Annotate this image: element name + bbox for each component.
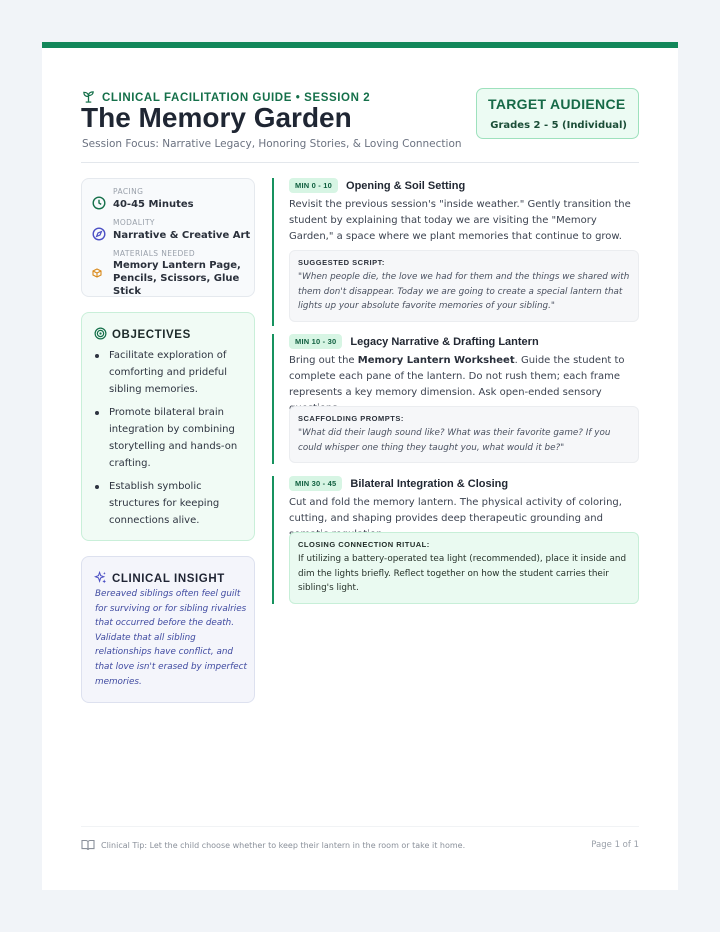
- insight-title: CLINICAL INSIGHT: [112, 572, 225, 585]
- segment-heading: [289, 178, 465, 193]
- insight-heading: [94, 569, 225, 588]
- header-divider: [81, 162, 639, 163]
- segment-text-rest: . Guide the student to complete each pane of the lantern. Do not rush them; each frame represents a key memory dimension. Ask open-ended sensory: [289, 355, 625, 398]
- meta-value: 40-45 Minutes: [113, 199, 194, 210]
- meta-value: Narrative & Creative Art: [113, 230, 251, 241]
- suggested-script-box: [289, 250, 639, 322]
- segment-text-lead: Bring out the: [289, 355, 358, 366]
- objective-item: Promote bilateral brain integration by combining storytelling and hands-on crafting.: [94, 404, 244, 472]
- time-badge: MIN 10 - 30: [289, 334, 342, 349]
- session-focus: Session Focus: Narrative Legacy, Honoring Stories, & Loving Connection: [82, 138, 462, 150]
- footer: [81, 836, 639, 854]
- box-label: SUGGESTED SCRIPT:: [298, 258, 385, 267]
- time-badge: MIN 0 - 10: [289, 178, 338, 193]
- closing-ritual-box: [289, 532, 639, 604]
- meta-label: PACING: [113, 187, 144, 196]
- objectives-card: [81, 312, 255, 541]
- clinical-insight-card: [81, 556, 255, 703]
- worksheet-name: Memory Lantern Worksheet: [357, 355, 515, 366]
- meta-value: Memory Lantern Page, Pencils, Scissors, Glue Stick: [113, 260, 241, 297]
- session-meta-card: [81, 178, 255, 297]
- box-label: CLOSING CONNECTION RITUAL:: [298, 540, 430, 549]
- book-icon: [81, 836, 95, 855]
- footer-divider: [81, 826, 639, 827]
- meta-label: MATERIALS NEEDED: [113, 249, 195, 258]
- box-label: SCAFFOLDING PROMPTS:: [298, 414, 404, 423]
- insight-body: Bereaved siblings often feel guilt for surviving or for sibling rivalries that occurred before the death. Validate that all sibling relationships have conflict, and that love isn't erased by imperfect memories.: [95, 589, 247, 687]
- objectives-list: [94, 347, 244, 535]
- timeline-segment: [272, 178, 640, 326]
- package-icon: [92, 263, 102, 282]
- target-audience-value: Grades 2 - 5 (Individual): [490, 120, 627, 131]
- target-audience-card: [476, 88, 639, 139]
- objective-item: Facilitate exploration of comforting and prideful sibling memories.: [94, 347, 244, 398]
- segment-text: Revisit the previous session's "inside weather." Gently transition the student by explaining that today we are visiting the "Memory Garden," a space where we plant memories that continue to grow.: [289, 199, 631, 242]
- segment-title: Opening & Soil Setting: [346, 179, 466, 192]
- target-icon: [94, 325, 107, 344]
- timeline-segment: [272, 476, 640, 604]
- sparkles-icon: [94, 569, 107, 588]
- time-badge: MIN 30 - 45: [289, 476, 342, 491]
- guide-page: [42, 42, 678, 890]
- clinical-tip: Clinical Tip: Let the child choose whether to keep their lantern in the room or take it home.: [101, 840, 466, 850]
- segment-text: Cut and fold the memory lantern. The physical activity of coloring, cutting, and shaping provides deep therapeutic grounding and: [289, 497, 622, 524]
- objective-item: Establish symbolic structures for keeping connections alive.: [94, 478, 244, 529]
- objectives-heading: [94, 325, 191, 344]
- objectives-title: OBJECTIVES: [112, 328, 191, 341]
- segment-heading: [289, 334, 539, 349]
- segment-title: Legacy Narrative & Drafting Lantern: [350, 335, 539, 348]
- compass-icon: [92, 226, 106, 245]
- box-text: "What did their laugh sound like? What was their favorite game? If you could whisper one thing they taught you, what would it be?": [298, 428, 611, 453]
- page-number: Page 1 of 1: [591, 840, 639, 850]
- segment-heading: [289, 476, 508, 491]
- meta-label: MODALITY: [113, 218, 155, 227]
- eyebrow-text: CLINICAL FACILITATION GUIDE • SESSION 2: [102, 91, 371, 104]
- segment-title: Bilateral Integration & Closing: [350, 477, 509, 490]
- scaffolding-prompts-box: [289, 406, 639, 463]
- clock-icon: [92, 195, 106, 214]
- top-accent-bar: [42, 42, 678, 48]
- timeline-segment: [272, 334, 640, 464]
- target-audience-label: TARGET AUDIENCE: [488, 96, 626, 112]
- box-text: "When people die, the love we had for them and the things we shared with them don't disappear. Today we are going to create a special lantern that lights up your absolute favorite memories of your sibling.": [298, 272, 630, 312]
- page-title: The Memory Garden: [81, 102, 352, 133]
- box-text: If utilizing a battery-operated tea light (recommended), place it inside and dim the lights briefly. Reflect together on how the student carries their sibling's light.: [298, 554, 627, 594]
